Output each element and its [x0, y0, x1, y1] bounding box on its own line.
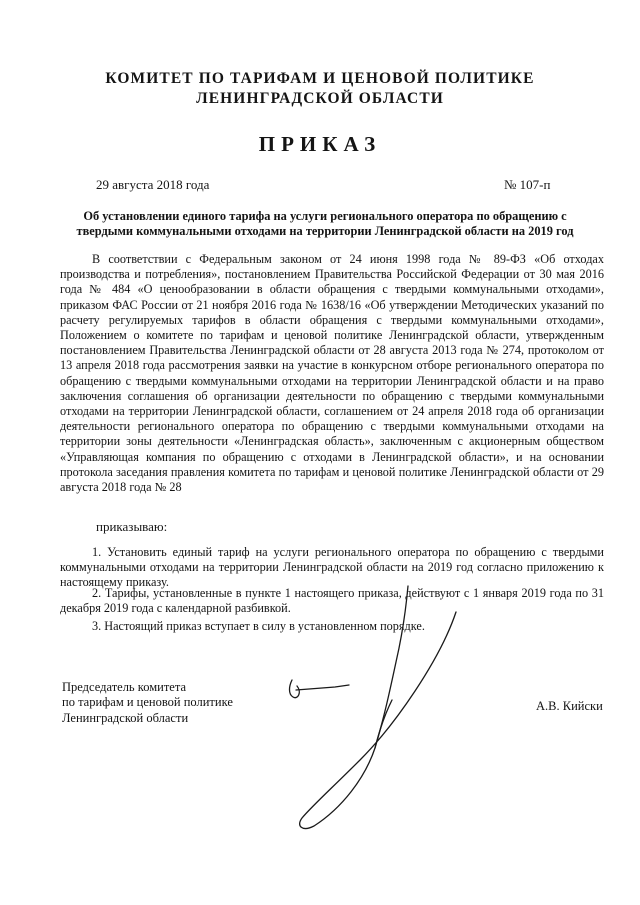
document-title: ПРИКАЗ — [258, 132, 382, 156]
signatory-position — [62, 680, 233, 726]
issuing-authority-header — [60, 69, 580, 109]
header-line-2: ЛЕНИНГРАДСКОЙ ОБЛАСТИ — [196, 90, 444, 107]
document-number: № 107-п — [504, 177, 551, 192]
document-date: 29 августа 2018 года — [96, 177, 210, 192]
signatory-position-line-3: Ленинградской области — [62, 710, 189, 725]
signatory-position-line-1: Председатель комитета — [62, 680, 186, 694]
order-item-1: 1. Установить единый тариф на услуги регионального оператора по обращению с твердыми коммунальными отходами на территории Ленинградской области на 2019 год согласно приложению к настоящему приказу. — [60, 545, 604, 590]
order-item-3: 3. Настоящий приказ вступает в силу в установленном порядке. — [92, 619, 425, 633]
document-subject: Об установлении единого тарифа на услуги регионального оператора по обращению с твердыми коммунальными отходами на территории Ленинградской области на 2019 год — [76, 209, 574, 238]
signatory-name: А.В. Кийски — [536, 699, 603, 713]
signatory-position-line-2: по тарифам и ценовой политике — [62, 695, 233, 710]
order-item-2: 2. Тарифы, установленные в пункте 1 настоящего приказа, действуют с 1 января 2019 года по 31 декабря 2019 года с календарной разбивкой. — [60, 586, 604, 616]
preamble-paragraph: В соответствии с Федеральным законом от 24 июня 1998 года № 89-ФЗ «Об отходах производства и потребления», постановлением Правительства Российской Федерации от 30 мая 2016 года № 484 «О ценообразовании в области обращения с твердыми коммунальными отходами», приказом ФАС России от 21 ноября 2016 года № 1638/16 «Об утверждении Методических указаний по расчету регулируемых тарифов в области обращения с твердыми коммунальными отходами», Положением о комитете по тарифам и ценовой политике Ленинградской области, утвержденным постановлением Правительства Ленинградской области от 28 августа 2013 года № 274, протоколом от 13 апреля 2018 года рассмотрения заявки на участие в конкурсном отборе регионального оператора по обращению с твердыми коммунальными отходами на территории Ленинградской области и на право заключения соглашения об организации деятельности по обращению с твердыми коммунальными отходами на территории Ленинградской области, соглашением от 24 апреля 2018 года об организации деятельности регионального оператора по обращению с твердыми коммунальными отходами на территории зоны деятельности «Ленинградская область», заключенным с акционерным обществом «Управляющая компания по обращению с отходами в Ленинградской области», и на основании протокола заседания правления комитета по тарифам и ценовой политике Ленинградской области от 29 августа 2018 года № 28 — [60, 252, 604, 495]
order-word: приказываю: — [96, 519, 168, 534]
header-line-1: КОМИТЕТ ПО ТАРИФАМ И ЦЕНОВОЙ ПОЛИТИКЕ — [105, 70, 535, 87]
